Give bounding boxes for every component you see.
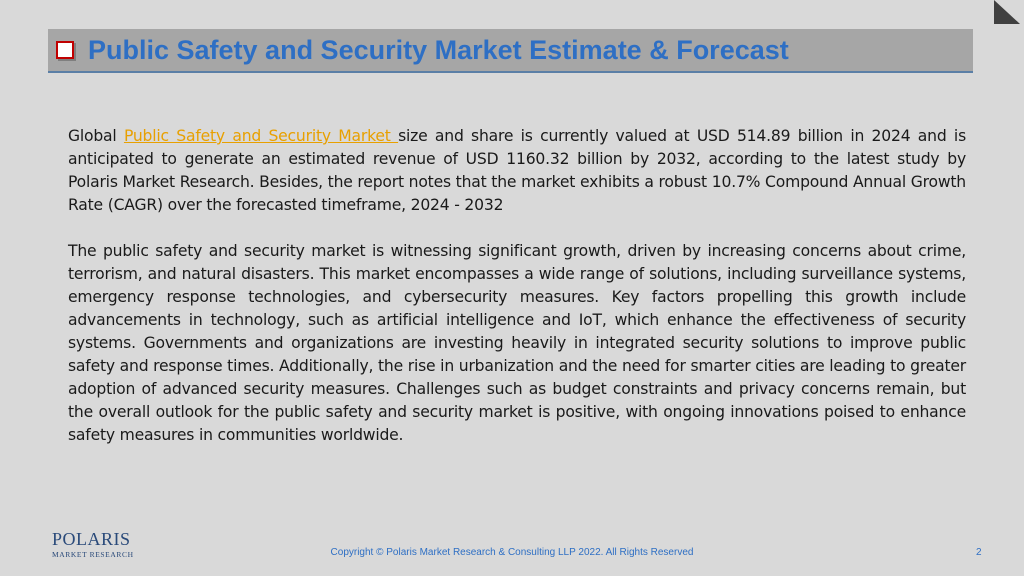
slide-body [68, 125, 966, 447]
page-corner-triangle-icon [994, 0, 1024, 30]
paragraph-market-overview: The public safety and security market is witnessing significant growth, driven by increasing concerns about crime, terrorism, and natural disasters. This market encompasses a wide range of solutions, including surveillance systems, emergency response technologies, and cybersecurity measures. Key factors propelling this growth include advancements in technology, such as artificial intelligence and IoT, which enhance the effectiveness of security systems. Governments and organizations are investing heavily in integrated security solutions to improve public safety and response times. Additionally, the rise in urbanization and the need for smarter cities are leading to greater adoption of advanced security measures. Challenges such as budget constraints and privacy concerns remain, but the overall outlook for the public safety and security market is positive, with ongoing innovations poised to enhance safety measures in communities worldwide. [68, 242, 966, 444]
paragraph-market-size [68, 125, 966, 217]
paragraph1-prefix: Global [68, 127, 124, 145]
market-report-link[interactable]: Public Safety and Security Market [123, 127, 399, 145]
footer-copyright: Copyright © Polaris Market Research & Consulting LLP 2022. All Rights Reserved [330, 547, 694, 558]
square-bullet-icon [56, 41, 74, 59]
page-number: 2 [976, 547, 982, 558]
title-bar [48, 29, 973, 73]
paragraph1-suffix: size and share is currently valued at USD 514.89 billion in 2024 and is anticipated to generate an estimated revenue of USD 1160.32 billion by 2032, according to the latest study by Polaris Market Research. Besides, the report notes that the market exhibits a robust 10.7% Compound Annual Growth Rate (CAGR) over the forecasted timeframe, 2024 - 2032 [68, 127, 966, 214]
logo-wordmark: POLARIS [52, 529, 131, 549]
logo-subtitle: MARKET RESEARCH [52, 550, 134, 559]
slide-title: Public Safety and Security Market Estimate & Forecast [88, 34, 789, 65]
